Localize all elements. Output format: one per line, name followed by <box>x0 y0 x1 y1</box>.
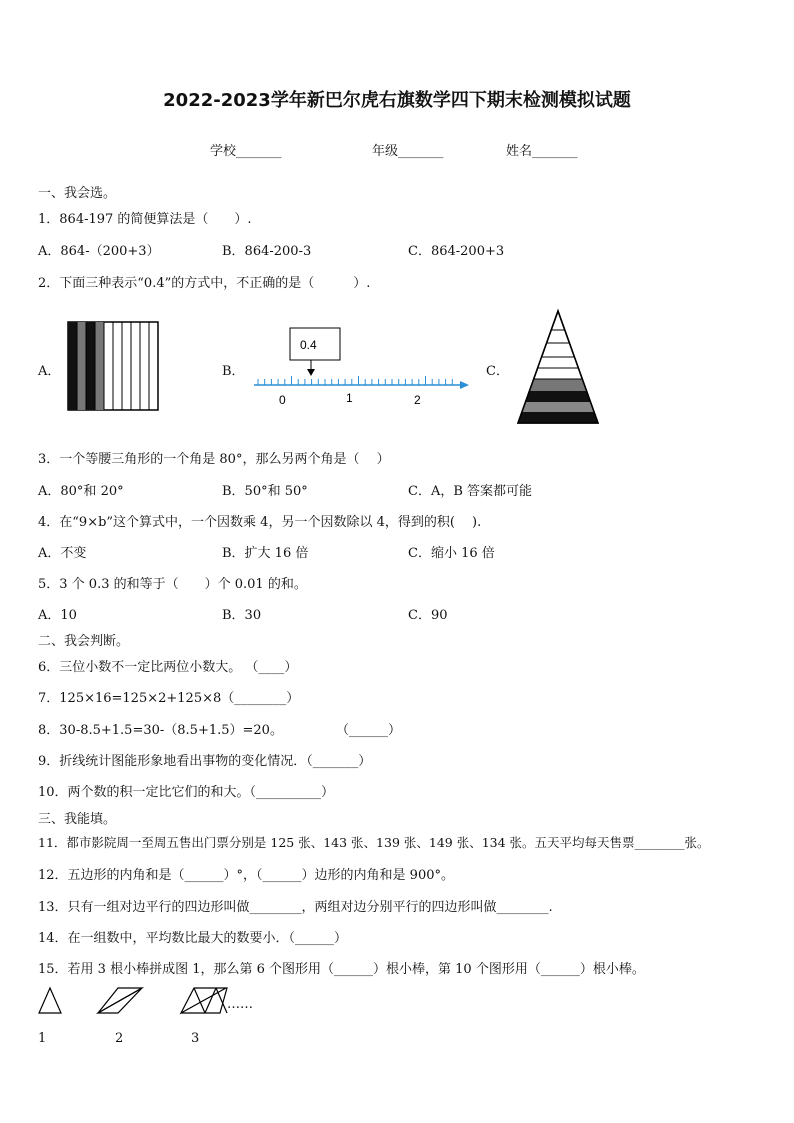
question-15: 15．若用 3 根小棒拼成图 1，那么第 6 个图形用（______）根小棒，第 10 个图形用（______）根小棒。 <box>38 962 645 977</box>
school-field[interactable]: 学校_______ <box>210 144 282 159</box>
question-11: 11．都市影院周一至周五售出门票分别是 125 张、143 张、139 张、149 张、134 张。五天平均每天售票________张。 <box>38 835 710 850</box>
grade-field[interactable]: 年级_______ <box>372 144 444 159</box>
tick-label-1: 1 <box>346 391 353 405</box>
q3-option-b: B．50°和 50° <box>222 484 308 499</box>
q15-label-1: 1 <box>38 1031 47 1046</box>
q2-option-a: A． <box>38 364 61 379</box>
question-10: 10．两个数的积一定比它们的和大。（__________） <box>38 785 335 800</box>
q2-triangle-figure <box>512 308 604 426</box>
question-12: 12．五边形的内角和是（______）°，（______）边形的内角和是 900°。 <box>38 868 454 883</box>
q15-ellipsis: …… <box>227 997 253 1012</box>
question-8: 8．30-8.5+1.5=30-（8.5+1.5）=20。 <box>38 723 283 738</box>
q2-option-b: B． <box>222 364 245 379</box>
section-3-heading: 三、我能填。 <box>38 812 117 827</box>
question-7: 7．125×16=125×2+125×8（________） <box>38 691 300 706</box>
question-4: 4．在“9×b”这个算式中，一个因数乘 4，另一个因数除以 4，得到的积( ). <box>38 515 482 530</box>
q2-strip-figure <box>66 320 162 414</box>
section-1-heading: 一、我会选。 <box>38 186 117 201</box>
question-1: 1．864-197 的简便算法是（ ）. <box>38 212 252 227</box>
q2-number-line <box>250 326 474 410</box>
q3-option-a: A．80°和 20° <box>38 484 124 499</box>
question-5: 5．3 个 0.3 的和等于（ ）个 0.01 的和。 <box>38 577 307 592</box>
tick-label-2: 2 <box>414 393 421 407</box>
q3-option-c: C．A，B 答案都可能 <box>408 484 533 499</box>
q2-option-c: C． <box>486 364 509 379</box>
q4-option-b: B．扩大 16 倍 <box>222 546 309 561</box>
q5-option-a: A．10 <box>38 608 77 623</box>
name-field[interactable]: 姓名_______ <box>506 144 578 159</box>
page-title: 2022-2023学年新巴尔虎右旗数学四下期末检测模拟试题 <box>163 90 631 111</box>
q1-option-a: A．864-（200+3） <box>38 244 160 259</box>
question-14: 14．在一组数中，平均数比最大的数要小．（______） <box>38 931 348 946</box>
q1-option-c: C．864-200+3 <box>408 244 505 259</box>
q5-option-b: B．30 <box>222 608 262 623</box>
q2-box-label: 0.4 <box>300 338 317 352</box>
question-2: 2．下面三种表示“0.4”的方式中，不正确的是（ ）. <box>38 276 371 291</box>
q15-label-3: 3 <box>191 1031 200 1046</box>
q15-label-2: 2 <box>115 1031 124 1046</box>
question-9: 9．折线统计图能形象地看出事物的变化情况．（_______） <box>38 754 372 769</box>
q4-option-c: C．缩小 16 倍 <box>408 546 495 561</box>
q8-answer-blank[interactable]: （______） <box>336 723 402 738</box>
question-3: 3．一个等腰三角形的一个角是 80°，那么另两个角是（ ） <box>38 452 390 467</box>
q4-option-a: A．不变 <box>38 546 87 561</box>
question-6: 6．三位小数不一定比两位小数大。 （____） <box>38 660 298 675</box>
question-13: 13．只有一组对边平行的四边形叫做________，两组对边分别平行的四边形叫做________. <box>38 900 553 915</box>
section-2-heading: 二、我会判断。 <box>38 634 130 649</box>
tick-label-0: 0 <box>279 393 286 407</box>
q5-option-c: C．90 <box>408 608 448 623</box>
q1-option-b: B．864-200-3 <box>222 244 312 259</box>
